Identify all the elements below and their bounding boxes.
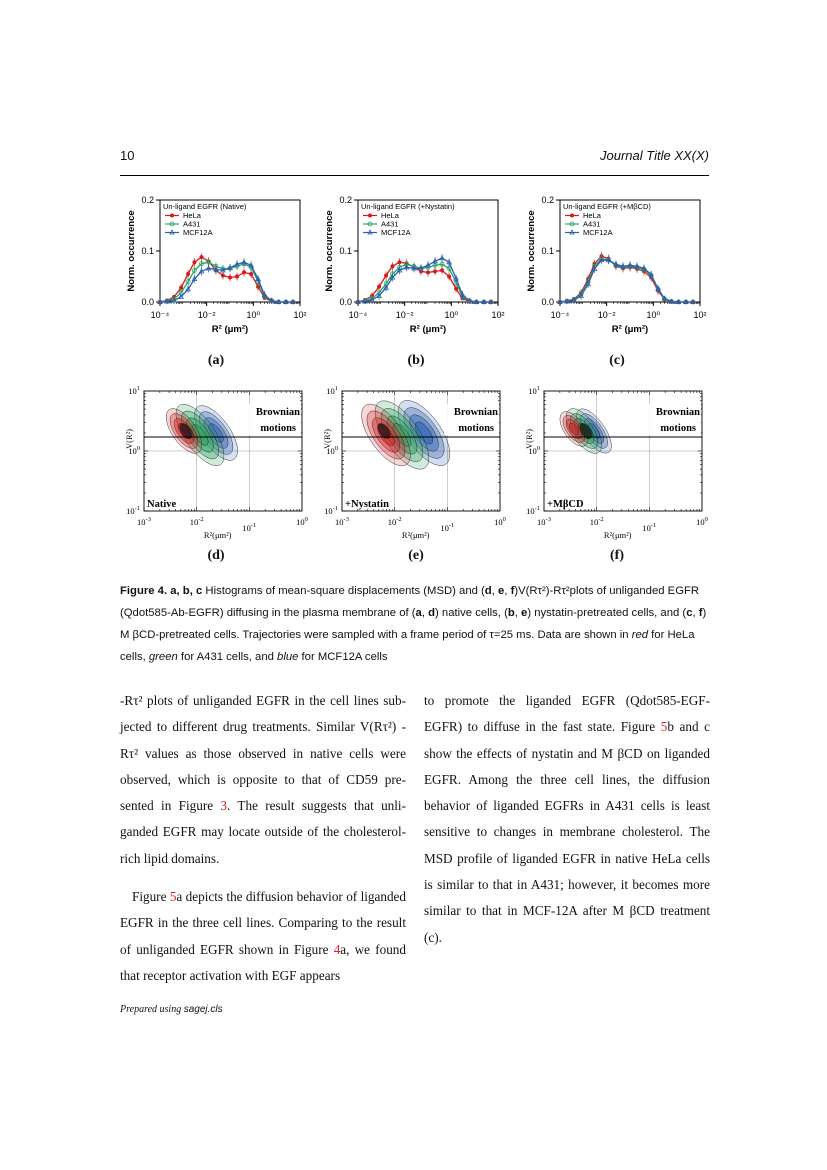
kde-x-tick-label: $10^0$ <box>494 516 506 527</box>
figure-ref-5[interactable]: 5 <box>169 889 177 905</box>
legend-label-HeLa: HeLa <box>381 211 399 220</box>
kde-y-tick-label: $10^{-1}$ <box>126 505 140 516</box>
kde-x-axis-label: R²(μm²) <box>401 530 430 540</box>
kde-y-axis-label: V(R²) <box>124 428 134 450</box>
kde-x-tick-label: $10^{-2}$ <box>387 516 402 527</box>
x-tick-label: 10² <box>491 310 505 320</box>
legend-label-MCF12A: MCF12A <box>583 228 613 237</box>
y-axis-label: Norm. occurrence <box>526 210 537 292</box>
data-point-HeLa <box>199 255 203 259</box>
left-paragraph-1: -Rτ² plots of unliganded EGFR in the cell lines sub-jected to different drug treatments. Similar V(Rτ²) -Rτ² values as those observed in native cells were observed, which is opposite to that of CD59 pre-sented in Figure 3. The result suggests that unli-ganded EGFR may locate outside of the cholesterol-rich lipid domains. <box>120 693 406 866</box>
histogram-chart-c <box>520 190 710 345</box>
kde-x-axis-label: R²(μm²) <box>203 530 232 540</box>
figure-ref-4[interactable]: 4 <box>333 941 341 957</box>
sublabel-a: (a) <box>207 353 225 368</box>
caption-label: Figure 4. <box>120 585 168 597</box>
kde-x-tick-label: $10^{-3}$ <box>335 516 349 527</box>
sublabel-e: (e) <box>408 548 424 563</box>
y-tick-label: 0.0 <box>339 297 352 307</box>
x-axis-label: R² (μm²) <box>409 324 447 335</box>
kde-x-tick-label: $10^{-1}$ <box>642 522 657 533</box>
kde-x-tick-label: $10^0$ <box>296 516 308 527</box>
sublabel-b: (b) <box>407 353 425 368</box>
page-number: 10 <box>120 148 135 163</box>
x-tick-label: 10⁰ <box>444 310 459 320</box>
legend-marker <box>368 214 372 218</box>
y-tick-label: 0.0 <box>541 297 554 307</box>
plot-frame <box>560 200 700 302</box>
legend-label-HeLa: HeLa <box>583 211 601 220</box>
kde-chart-d <box>120 383 310 543</box>
kde-x-tick-label: $10^{-3}$ <box>537 516 551 527</box>
kde-y-tick-label: $10^0$ <box>326 445 338 456</box>
kde-y-tick-label: $10^{-1}$ <box>526 505 540 516</box>
kde-y-tick-label: $10^1$ <box>528 385 540 396</box>
motions-label: motions <box>458 423 494 434</box>
x-tick-label: 10⁻² <box>197 310 216 320</box>
legend-title: Un-ligand EGFR (+Nystatin) <box>361 202 455 211</box>
histogram-chart-b <box>318 190 508 345</box>
legend-title: Un-ligand EGFR (+MβCD) <box>563 202 651 211</box>
y-tick-label: 0.1 <box>541 246 554 256</box>
data-point-HeLa <box>235 275 239 279</box>
data-point-HeLa <box>384 273 388 277</box>
sublabel-f: (f) <box>610 548 624 563</box>
left-paragraph-2: Figure 5a depicts the diffusion behavior of liganded EGFR in the three cell lines. Comparing to the result of unliganded EGFR shown in Figure 4a, we found that receptor activation with EGF appears <box>120 889 406 983</box>
x-tick-label: 10⁻² <box>597 310 616 320</box>
brownian-label: Brownian <box>655 407 700 418</box>
kde-y-tick-label: $10^0$ <box>128 445 140 456</box>
x-tick-label: 10⁻⁴ <box>348 310 368 320</box>
legend-label-A431: A431 <box>183 219 201 229</box>
sublabel-d: (d) <box>207 548 225 563</box>
journal-title: Journal Title XX(X) <box>600 148 709 163</box>
histogram-panel-b <box>318 190 508 350</box>
legend-marker <box>170 214 174 218</box>
histogram-panel-a <box>120 190 310 350</box>
body-right-column <box>424 688 710 951</box>
footer: Prepared using sagej.cls <box>120 1004 223 1015</box>
kde-y-tick-label: $10^{-1}$ <box>324 505 338 516</box>
y-tick-label: 0.1 <box>339 246 352 256</box>
y-tick-label: 0.0 <box>141 297 154 307</box>
x-tick-label: 10⁰ <box>646 310 661 320</box>
condition-label: Native <box>147 499 177 510</box>
sublabel-c: (c) <box>609 353 625 368</box>
kde-y-tick-label: $10^0$ <box>528 445 540 456</box>
data-point-HeLa <box>228 276 232 280</box>
kde-panel-e <box>318 383 508 548</box>
kde-y-axis-label: V(R²) <box>322 428 332 450</box>
header-rule <box>120 175 709 176</box>
data-point-HeLa <box>447 275 451 279</box>
condition-label: +Nystatin <box>345 499 389 510</box>
legend-label-MCF12A: MCF12A <box>183 228 213 237</box>
kde-x-tick-label: $10^0$ <box>696 516 708 527</box>
body-left-column <box>120 688 406 989</box>
motions-label: motions <box>260 423 296 434</box>
data-point-HeLa <box>440 268 444 272</box>
condition-label: +MβCD <box>547 499 584 510</box>
kde-panel-f <box>520 383 710 548</box>
x-tick-label: 10² <box>293 310 307 320</box>
kde-panel-d <box>120 383 310 548</box>
histogram-panel-c <box>520 190 710 350</box>
kde-y-tick-label: $10^1$ <box>326 385 338 396</box>
kde-chart-f <box>520 383 710 543</box>
brownian-label: Brownian <box>453 407 498 418</box>
x-axis-label: R² (μm²) <box>611 324 649 335</box>
kde-x-tick-label: $10^{-3}$ <box>137 516 151 527</box>
kde-y-tick-label: $10^1$ <box>128 385 140 396</box>
y-axis-label: Norm. occurrence <box>324 210 335 292</box>
legend-label-MCF12A: MCF12A <box>381 228 411 237</box>
histogram-chart-a <box>120 190 310 345</box>
x-axis-label: R² (μm²) <box>211 324 249 335</box>
kde-x-tick-label: $10^{-1}$ <box>242 522 257 533</box>
y-tick-label: 0.2 <box>339 195 352 205</box>
data-point-HeLa <box>433 269 437 273</box>
data-point-HeLa <box>377 285 381 289</box>
x-tick-label: 10⁰ <box>246 310 261 320</box>
kde-x-tick-label: $10^{-2}$ <box>189 516 204 527</box>
data-point-HeLa <box>242 270 246 274</box>
y-tick-label: 0.2 <box>541 195 554 205</box>
legend-label-A431: A431 <box>583 219 601 229</box>
figure-ref-5b[interactable]: 5 <box>660 719 668 735</box>
kde-x-axis-label: R²(μm²) <box>603 530 632 540</box>
figure-ref-3[interactable]: 3 <box>220 798 228 814</box>
y-tick-label: 0.1 <box>141 246 154 256</box>
x-tick-label: 10² <box>693 310 707 320</box>
brownian-label: Brownian <box>255 407 300 418</box>
legend-marker <box>570 214 574 218</box>
data-point-HeLa <box>192 260 196 264</box>
kde-y-axis-label: V(R²) <box>524 428 534 450</box>
right-paragraph-1: to promote the liganded EGFR (Qdot585-EGF-EGFR) to diffuse in the fast state. Figure 5b and c show the effects of nystatin and M βCD on liganded EGFR. Among the three cell lines, the diffusion behavior of liganded EGFRs in A431 cells is least sensitive to changes in membrane cholesterol. The MSD profile of liganded EGFR in native HeLa cells is similar to that in A431; however, it becomes more similar to that in MCF-12A after M βCD treatment (c). <box>424 693 710 945</box>
motions-label: motions <box>660 423 696 434</box>
data-point-HeLa <box>454 287 458 291</box>
data-point-HeLa <box>249 272 253 276</box>
x-tick-label: 10⁻⁴ <box>550 310 570 320</box>
x-tick-label: 10⁻² <box>395 310 414 320</box>
kde-x-tick-label: $10^{-1}$ <box>440 522 455 533</box>
data-point-HeLa <box>186 272 190 276</box>
legend-label-A431: A431 <box>381 219 399 229</box>
kde-chart-e <box>318 383 508 543</box>
y-tick-label: 0.2 <box>141 195 154 205</box>
data-point-HeLa <box>390 264 394 268</box>
series-line-HeLa <box>160 257 293 302</box>
legend-label-HeLa: HeLa <box>183 211 201 220</box>
y-axis-label: Norm. occurrence <box>126 210 137 292</box>
kde-x-tick-label: $10^{-2}$ <box>589 516 604 527</box>
legend-title: Un-ligand EGFR (Native) <box>163 202 247 211</box>
x-tick-label: 10⁻⁴ <box>150 310 170 320</box>
figure-caption: Figure 4. a, b, c Histograms of mean-square displacements (MSD) and (d, e, f)V(Rτ²)-Rτ²plots of unliganded EGFR (Qdot585-Ab-EGFR) diffusing in the plasma membrane of (a, d) native cells, (b, e) nystatin-pretreated cells, and (c, f) M βCD-pretreated cells. Trajectories were sampled with a frame period of τ=25 ms. Data are shown in red for HeLa cells, green for A431 cells, and blue for MCF12A cells <box>120 585 707 663</box>
